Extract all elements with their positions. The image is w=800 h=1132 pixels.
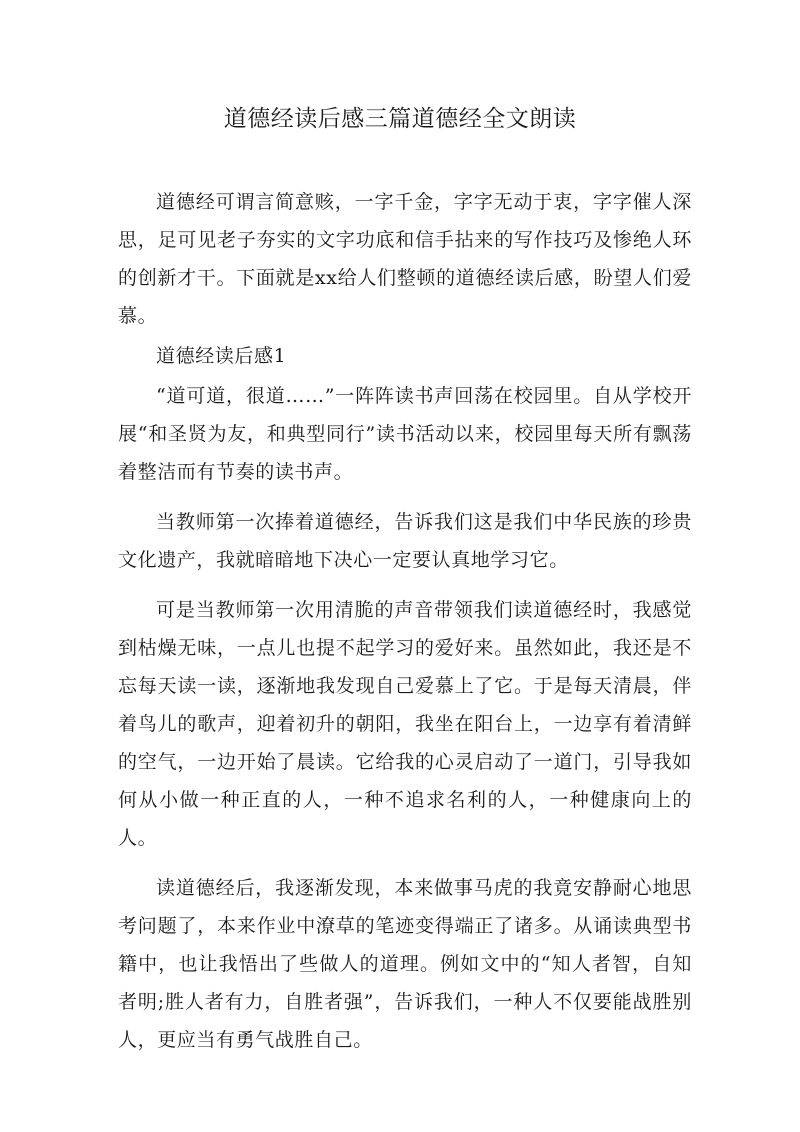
document-body [118, 183, 692, 1061]
document-title: 道德经读后感三篇道德经全文朗读 [223, 106, 577, 132]
paragraph: 当教师第一次捧着道德经，告诉我们这是我们中华民族的珍贵文化遗产，我就暗暗地下决心一定要认真地学习它。 [118, 511, 692, 571]
paragraph: “道可道，很道……”一阵阵读书声回荡在校园里。自从学校开展“和圣贤为友，和典型同行”读书活动以来，校园里每天所有飘荡着整洁而有节奏的读书声。 [118, 385, 692, 483]
paragraph: 读道德经后，我逐渐发现，本来做事马虎的我竟安静耐心地思考问题了，本来作业中潦草的笔迹变得端正了诸多。从诵读典型书籍中，也让我悟出了些做人的道理。例如文中的“知人者智，自知者明;胜人者有力，自胜者强”，告诉我们，一种人不仅要能战胜别人，更应当有勇气战胜自己。 [118, 877, 692, 1051]
paragraph-intro: 道德经可谓言简意赅，一字千金，字字无动于衷，字字催人深思，足可见老子夯实的文字功底和信手拈来的写作技巧及惨绝人环的创新才干。下面就是xx给人们整顿的道德经读后感，盼望人们爱慕。 [118, 191, 692, 327]
section-heading: 道德经读后感1 [156, 345, 287, 367]
paragraph: 可是当教师第一次用清脆的声音带领我们读道德经时，我感觉到枯燥无味，一点儿也提不起学习的爱好来。虽然如此，我还是不忘每天读一读，逐渐地我发现自己爱慕上了它。于是每天清晨，伴着鸟儿的歌声，迎着初升的朝阳，我坐在阳台上，一边享有着清鲜的空气，一边开始了晨读。它给我的心灵启动了一道门，引导我如何从小做一种正直的人，一种不追求名利的人，一种健康向上的人。 [118, 599, 692, 849]
